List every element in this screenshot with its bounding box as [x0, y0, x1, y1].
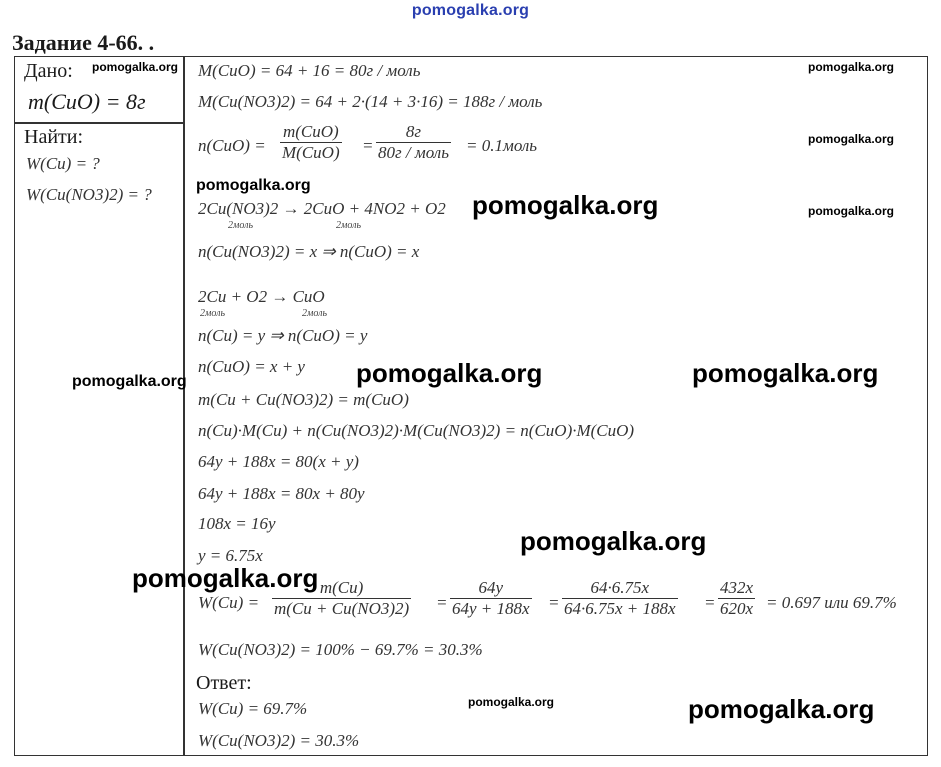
fraction-denominator: 64·6.75x + 188x [564, 599, 676, 618]
watermark-text: pomogalka.org [356, 358, 543, 388]
table-divider-vertical [183, 56, 185, 756]
reaction-equation: 2Cu(NO3)2 → 2CuO + 4NO2 + O2 [198, 199, 446, 218]
solution-line: 64y + 188x = 80x + 80y [198, 484, 365, 503]
fraction-denominator: m(Cu + Cu(NO3)2) [274, 599, 410, 618]
fraction [450, 578, 532, 619]
fraction-denominator: 80г / моль [378, 143, 449, 162]
watermark-text: pomogalka.org [808, 60, 895, 74]
solution-line: n(CuO) = x + y [198, 357, 305, 376]
fraction-numerator: 8г [376, 122, 451, 143]
solution-line: M(CuO) = 64 + 16 = 80г / моль [198, 61, 421, 80]
solution-line: m(Cu + Cu(NO3)2) = m(CuO) [198, 390, 409, 409]
fraction-denominator: 620x [720, 599, 754, 618]
fraction [562, 578, 678, 619]
task-title: Задание 4-66. . [12, 30, 155, 55]
reaction-annotation: 2моль [228, 220, 254, 231]
site-header-link[interactable]: pomogalka.org [411, 2, 530, 19]
reaction-annotation: 2моль [302, 308, 328, 319]
find-item: W(Cu(NO3)2) = ? [26, 185, 152, 204]
fraction-numerator: 64y [450, 578, 532, 599]
watermark-text: pomogalka.org [688, 694, 875, 724]
fraction [376, 122, 451, 163]
solution-line: 64y + 188x = 80(x + y) [198, 452, 359, 471]
find-item: W(Cu) = ? [26, 154, 100, 173]
fraction-numerator: m(CuO) [280, 122, 342, 143]
given-label: Дано: [24, 60, 73, 82]
fraction-denominator: M(CuO) [282, 143, 340, 162]
watermark-text: pomogalka.org [808, 132, 895, 146]
fraction [718, 578, 755, 619]
watermark-text: pomogalka.org [196, 177, 311, 194]
find-label: Найти: [24, 126, 84, 148]
watermark-text: pomogalka.org [692, 358, 879, 388]
solution-line: W(Cu(NO3)2) = 100% − 69.7% = 30.3% [198, 640, 483, 659]
solution-line-rhs: = 0.697 или 69.7% [766, 593, 897, 612]
equals-sign: = [436, 593, 448, 612]
table-divider-horizontal [14, 122, 184, 124]
watermark-text: pomogalka.org [72, 373, 187, 390]
given-value: m(CuO) = 8г [28, 89, 146, 114]
watermark-text: pomogalka.org [132, 563, 319, 593]
solution-line-rhs: = 0.1моль [466, 136, 538, 155]
answer-line: W(Cu) = 69.7% [198, 699, 308, 718]
watermark-text: pomogalka.org [468, 695, 555, 709]
solution-line-lhs: n(CuO) = [198, 136, 266, 155]
solution-line-lhs: W(Cu) = [198, 593, 260, 612]
watermark-text: pomogalka.org [472, 190, 659, 220]
answer-line: W(Cu(NO3)2) = 30.3% [198, 731, 360, 750]
fraction-numerator: 64·6.75x [562, 578, 678, 599]
solution-line: 108x = 16y [198, 514, 276, 533]
equals-sign: = [704, 593, 716, 612]
watermark-text: pomogalka.org [520, 526, 707, 556]
fraction [280, 122, 342, 163]
answer-label: Ответ: [196, 672, 252, 694]
equals-sign: = [548, 593, 560, 612]
solution-line: n(Cu(NO3)2) = x ⇒ n(CuO) = x [198, 242, 420, 261]
fraction-denominator: 64y + 188x [452, 599, 530, 618]
solution-line: y = 6.75x [198, 546, 263, 565]
solution-line: M(Cu(NO3)2) = 64 + 2·(14 + 3·16) = 188г / моль [198, 92, 543, 111]
watermark-text: pomogalka.org [92, 60, 179, 74]
solution-line: n(Cu)·M(Cu) + n(Cu(NO3)2)·M(Cu(NO3)2) = n(CuO)·M(CuO) [198, 421, 635, 440]
reaction-annotation: 2моль [336, 220, 362, 231]
fraction-numerator: 432x [720, 578, 754, 597]
reaction-annotation: 2моль [200, 308, 226, 319]
watermark-text: pomogalka.org [808, 204, 895, 218]
equals-sign: = [362, 136, 374, 155]
solution-line: n(Cu) = y ⇒ n(CuO) = y [198, 326, 368, 345]
reaction-equation: 2Cu + O2 → CuO [198, 287, 325, 306]
fraction-numerator: m(Cu) [272, 578, 411, 599]
